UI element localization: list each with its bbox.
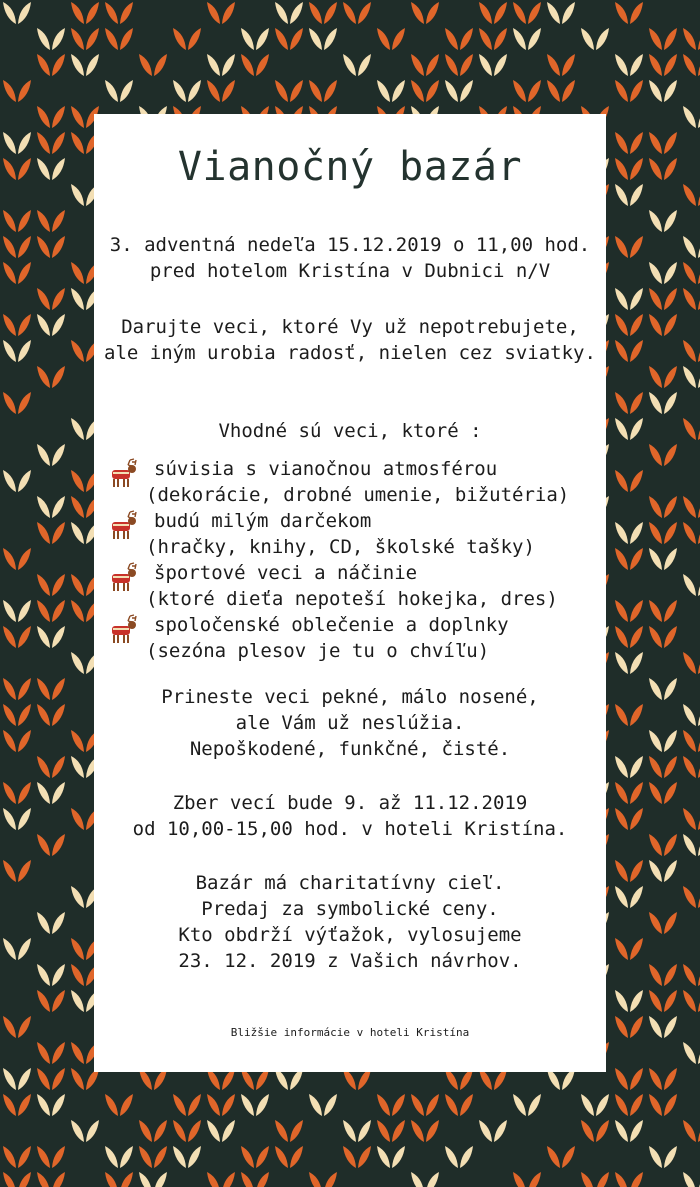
charity-line-2: Predaj za symbolické ceny. <box>201 898 499 920</box>
list-item <box>108 560 598 612</box>
collection-text <box>94 790 606 842</box>
suitable-items-list <box>108 456 598 664</box>
list-heading-text: Vhodné sú veci, ktoré : <box>218 420 482 442</box>
event-details <box>94 232 606 284</box>
bring-text <box>94 684 606 762</box>
reindeer-icon <box>108 456 142 490</box>
collection-line-1: Zber vecí bude 9. až 11.12.2019 <box>172 792 528 814</box>
charity-line-1: Bazár má charitatívny cieľ. <box>195 872 505 894</box>
poster-title: Vianočný bazár <box>177 144 523 190</box>
list-item-title: športové veci a náčinie <box>154 562 418 584</box>
list-item-detail: (ktoré dieťa nepoteší hokejka, dres) <box>146 588 558 610</box>
charity-text <box>94 870 606 974</box>
bring-line-3: Nepoškodené, funkčné, čisté. <box>189 738 511 760</box>
footer-note: Bližšie informácie v hoteli Kristína <box>230 1026 470 1039</box>
list-item-title: spoločenské oblečenie a doplnky <box>154 614 509 636</box>
event-place-line: pred hotelom Kristína v Dubnici n/V <box>149 260 551 282</box>
list-item-title: budú milým darčekom <box>154 510 372 532</box>
bring-line-1: Prineste veci pekné, málo nosené, <box>161 686 539 708</box>
charity-line-3: Kto obdrží výťažok, vylosujeme <box>178 924 522 946</box>
collection-line-2: od 10,00-15,00 hod. v hoteli Kristína. <box>132 818 568 840</box>
reindeer-icon <box>108 560 142 594</box>
invite-line-2: ale iným urobia radosť, nielen cez sviatky. <box>104 342 596 364</box>
list-item-detail: (sezóna plesov je tu o chvíľu) <box>146 640 490 662</box>
list-item <box>108 508 598 560</box>
list-item <box>108 612 598 664</box>
bring-line-2: ale Vám už neslúžia. <box>235 712 465 734</box>
charity-line-4: 23. 12. 2019 z Vašich návrhov. <box>178 950 522 972</box>
list-item <box>108 456 598 508</box>
invite-line-1: Darujte veci, ktoré Vy už nepotrebujete, <box>121 316 579 338</box>
poster-panel <box>94 114 606 1072</box>
invite-text <box>94 314 606 366</box>
event-date-line: 3. adventná nedeľa 15.12.2019 o 11,00 hod. <box>109 234 591 256</box>
list-item-title: súvisia s vianočnou atmosférou <box>154 458 498 480</box>
reindeer-icon <box>108 612 142 646</box>
list-heading <box>94 418 606 444</box>
reindeer-icon <box>108 508 142 542</box>
list-item-detail: (hračky, knihy, CD, školské tašky) <box>146 536 535 558</box>
list-item-detail: (dekorácie, drobné umenie, bižutéria) <box>146 484 570 506</box>
